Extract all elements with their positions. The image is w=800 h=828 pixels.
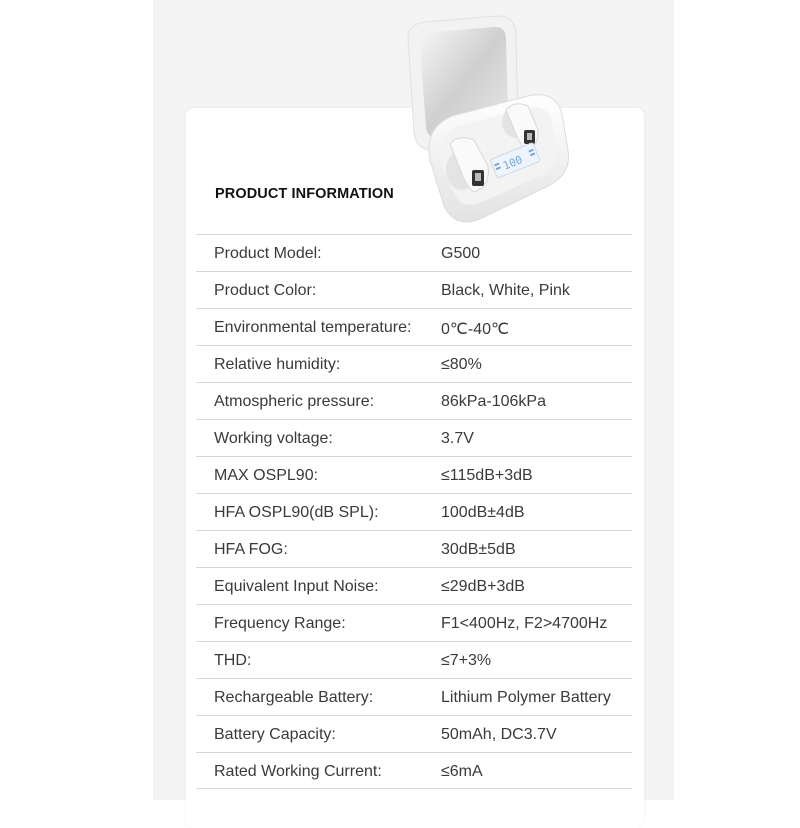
spec-label: Product Model: [214,245,322,262]
spec-label: Rated Working Current: [214,763,382,780]
spec-value: F1<400Hz, F2>4700Hz [441,615,608,632]
spec-value: 0℃-40℃ [441,321,509,338]
table-row [196,752,632,789]
spec-table [196,234,632,789]
spec-value: 30dB±5dB [441,541,516,558]
spec-value: G500 [441,245,481,262]
spec-label: Rechargeable Battery: [214,689,374,706]
table-row [196,234,632,271]
spec-label: Environmental temperature: [214,319,412,336]
table-row [196,715,632,752]
table-row [196,456,632,493]
spec-value: Lithium Polymer Battery [441,689,611,706]
spec-label: Equivalent Input Noise: [214,578,379,595]
spec-value: ≤29dB+3dB [441,578,525,595]
spec-label: HFA FOG: [214,541,288,558]
table-row [196,493,632,530]
spec-value: 3.7V [441,430,474,447]
spec-value: ≤115dB+3dB [441,467,533,484]
spec-value: 50mAh, DC3.7V [441,726,557,743]
spec-label: Relative humidity: [214,356,341,373]
spec-value: 86kPa-106kPa [441,393,546,410]
spec-label: Atmospheric pressure: [214,393,375,410]
earbuds-case-image [378,10,618,235]
spec-label: Working voltage: [214,430,333,447]
spec-label: HFA OSPL90(dB SPL): [214,504,379,521]
spec-value: ≤80% [441,356,482,373]
spec-label: Product Color: [214,282,317,299]
table-row [196,678,632,715]
table-row [196,604,632,641]
table-row [196,530,632,567]
spec-label: Battery Capacity: [214,726,336,743]
spec-label: THD: [214,652,252,669]
table-row [196,345,632,382]
spec-value: ≤7+3% [441,652,492,669]
table-row [196,308,632,345]
section-title: PRODUCT INFORMATION [215,186,394,202]
table-row [196,419,632,456]
spec-value: 100dB±4dB [441,504,525,521]
table-row [196,567,632,604]
spec-label: Frequency Range: [214,615,346,632]
table-row [196,382,632,419]
spec-value: Black, White, Pink [441,282,570,299]
spec-label: MAX OSPL90: [214,467,319,484]
table-row [196,271,632,308]
spec-value: ≤6mA [441,763,483,780]
battery-display-text: 100 [501,153,525,173]
table-row [196,641,632,678]
